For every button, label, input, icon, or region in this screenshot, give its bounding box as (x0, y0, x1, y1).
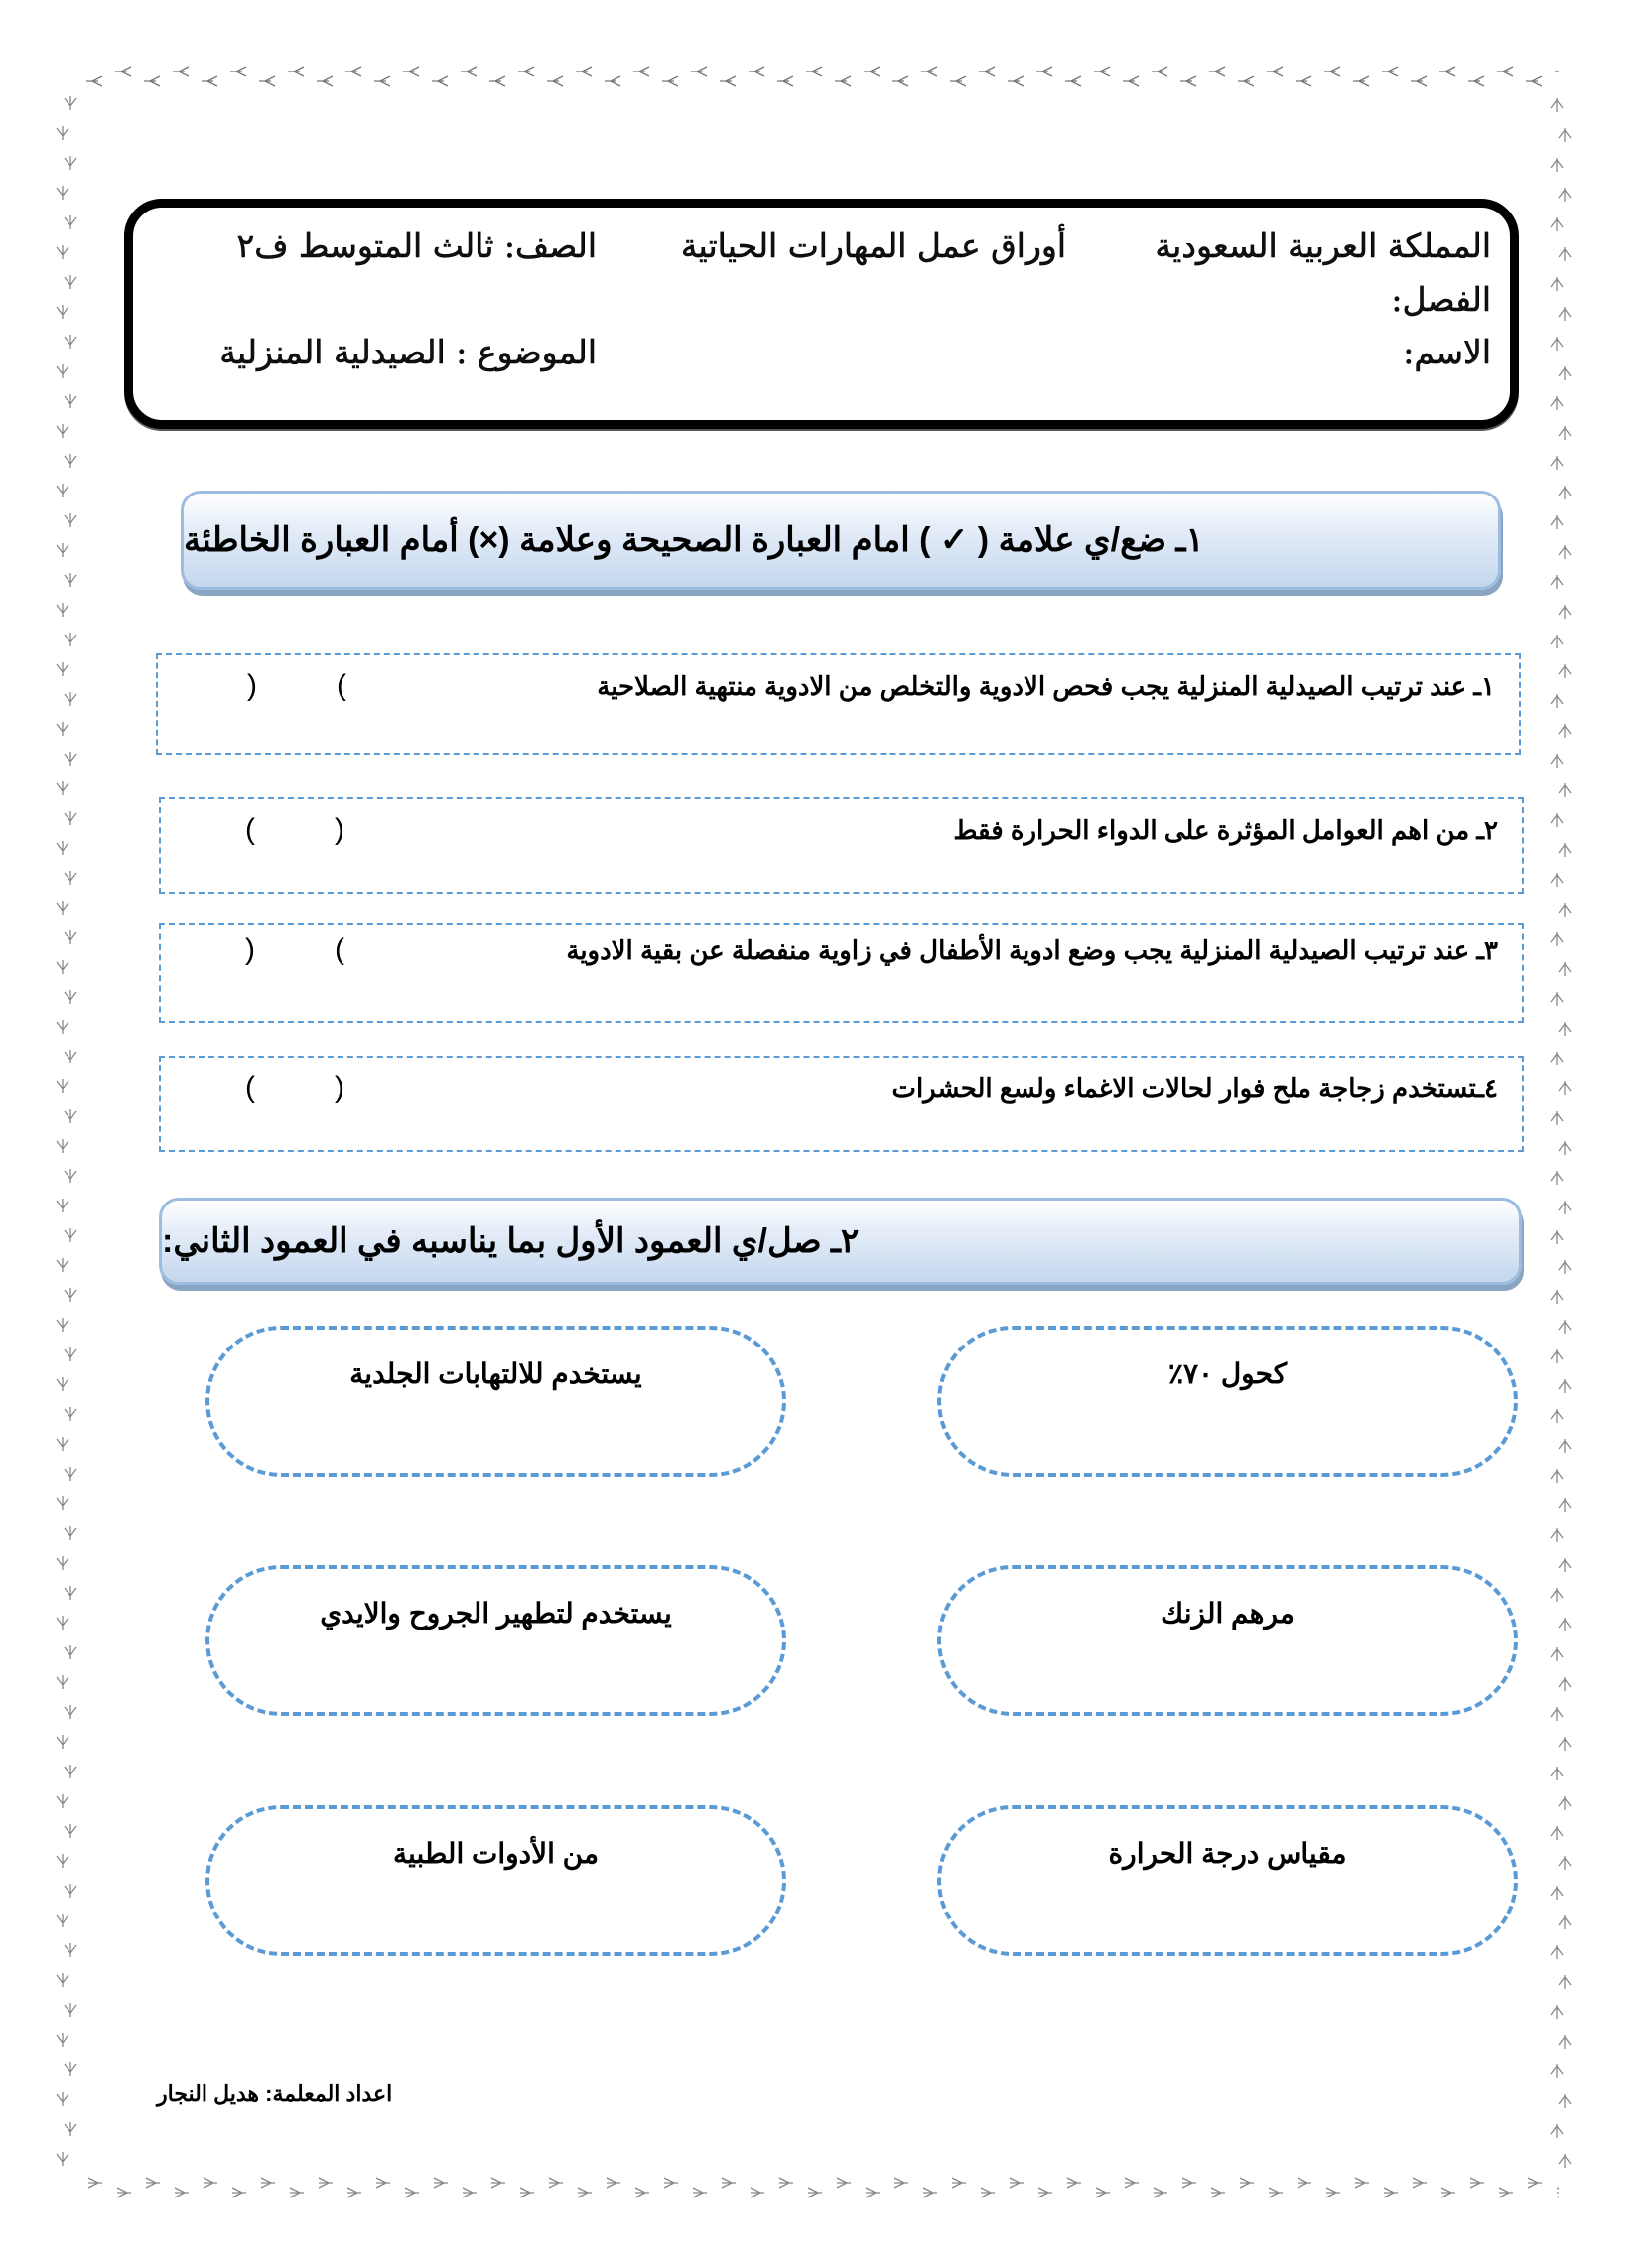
answer-blank-4[interactable]: ( ) (245, 1071, 344, 1104)
question-4-text: ٤ـتستخدم زجاجة ملح فوار لحالات الاغماء ولسع الحشرات (891, 1073, 1498, 1103)
match-b-item-2[interactable]: يستخدم لتطهير الجروح والايدي (205, 1565, 786, 1716)
match-b-item-3[interactable]: من الأدوات الطبية (205, 1805, 786, 1956)
question-2-text: ٢ـ من اهم العوامل المؤثرة على الدواء الحرارة فقط (953, 815, 1498, 845)
section1-title: ١ـ ضع/ي علامة ( ✓ ) امام العبارة الصحيحة وعلامة (×) أمام العبارة الخاطئة (184, 521, 1204, 559)
section2-title: ٢ـ صل/ي العمود الأول بما يناسبه في العمود الثاني: (162, 1222, 860, 1260)
match-b-item-1[interactable]: يستخدم للالتهابات الجلدية (205, 1326, 786, 1477)
worksheet-title: أوراق عمل المهارات الحياتية (680, 226, 1066, 265)
answer-blank-2[interactable]: ( ) (245, 813, 344, 846)
match-a-item-3[interactable]: مقياس درجة الحرارة (937, 1805, 1518, 1956)
answer-blank-3[interactable]: ) ( (245, 933, 344, 966)
answer-blank-1[interactable]: ) ( (247, 669, 346, 702)
match-a-item-1[interactable]: كحول ٧٠٪ (937, 1326, 1518, 1477)
question-1-text: ١ـ عند ترتيب الصيدلية المنزلية يجب فحص الادوية والتخلص من الادوية منتهية الصلاحية (597, 671, 1495, 701)
class-label: الفصل: (1391, 280, 1491, 319)
topic-label: الموضوع : الصيدلية المنزلية (219, 333, 597, 371)
student-name-label: الاسم: (1403, 333, 1491, 371)
section1-title-box (181, 491, 1501, 590)
prepared-by-note: اعداد المعلمة: هديل النجار (157, 2081, 393, 2106)
question-2-box (159, 797, 1524, 894)
country-name: المملكة العربية السعودية (1155, 226, 1491, 265)
question-4-box (159, 1056, 1524, 1152)
question-3-text: ٣ـ عند ترتيب الصيدلية المنزلية يجب وضع ادوية الأطفال في زاوية منفصلة عن بقية الادوية (566, 935, 1498, 965)
grade-label: الصف: ثالث المتوسط ف٢ (236, 226, 597, 265)
match-a-item-2[interactable]: مرهم الزنك (937, 1565, 1518, 1716)
question-1-box (156, 653, 1521, 755)
question-3-box (159, 923, 1524, 1023)
section2-title-box (159, 1198, 1522, 1285)
